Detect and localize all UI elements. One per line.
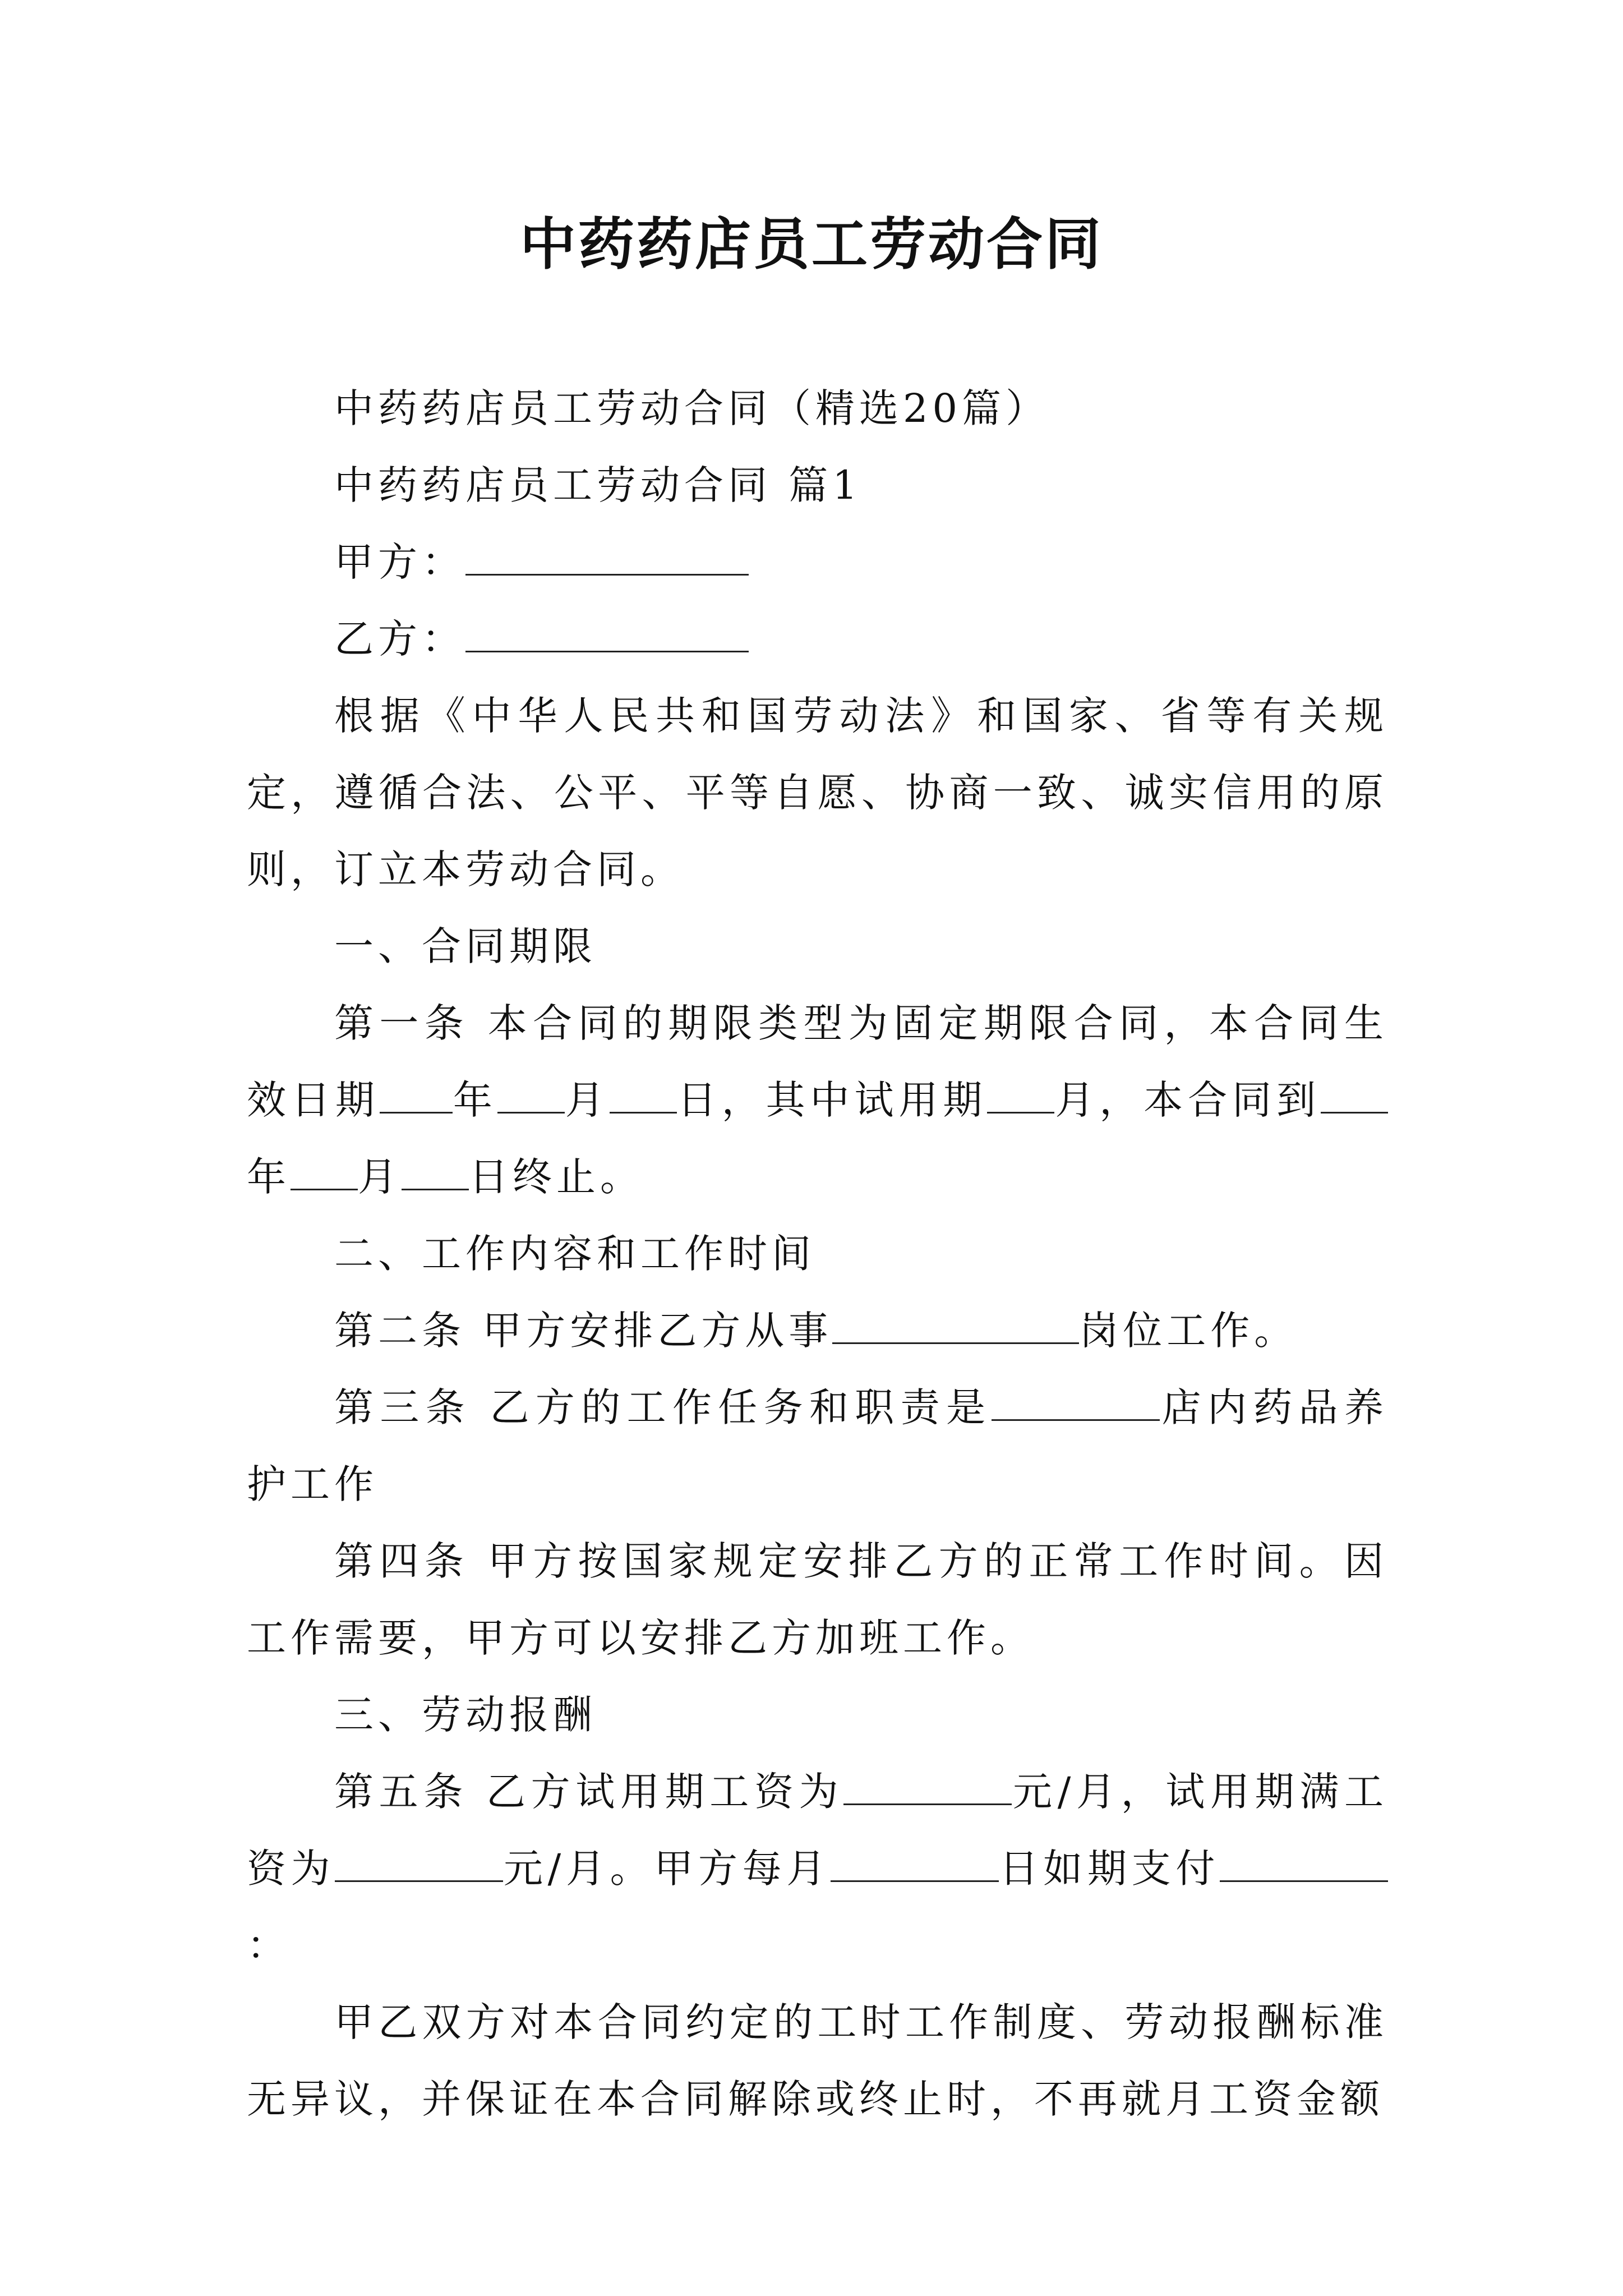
intro-paragraph: 根据《中华人民共和国劳动法》和国家、省等有关规定，遵循合法、公平、平等自愿、协商一致、诚实信用的原则，订立本劳动合同。 [247, 693, 1388, 892]
article-1-text: 日，其中试用期 [676, 1077, 988, 1123]
party-a-blank[interactable] [465, 541, 749, 576]
article-2-paragraph [247, 1292, 1388, 1369]
article-3-paragraph [247, 1369, 1388, 1523]
article-1-text: 月 [564, 1077, 610, 1123]
party-b-label: 乙方： [334, 616, 465, 662]
party-b-blank[interactable] [465, 618, 749, 652]
agreement-paragraph: 甲乙双方对本合同约定的工时工作制度、劳动报酬标准无异议，并保证在本合同解除或终止时，不再就月工资金额 [247, 1999, 1388, 2122]
article-1-text: 月，本合同到 [1054, 1077, 1321, 1123]
article-4-paragraph: 第四条 甲方按国家规定安排乙方的正常工作时间。因工作需要，甲方可以安排乙方加班工作。 [247, 1538, 1388, 1661]
party-a-label: 甲方： [334, 539, 465, 585]
document-body [247, 370, 1388, 2138]
article-1-text: 日终止。 [469, 1154, 644, 1200]
pay-day-blank[interactable] [831, 1848, 999, 1882]
start-month-blank[interactable] [497, 1079, 565, 1114]
end-year-blank[interactable] [1321, 1079, 1388, 1114]
article-1-text: 年 [247, 1154, 291, 1200]
start-day-blank[interactable] [610, 1079, 677, 1114]
section-3-heading: 三、劳动报酬 [334, 1692, 597, 1738]
article-1-paragraph [247, 985, 1388, 1216]
start-year-blank[interactable] [380, 1079, 453, 1114]
article-2-text: 第二条 甲方安排乙方从事 [334, 1308, 833, 1354]
article-1-text: 月 [358, 1154, 402, 1200]
probation-month-blank[interactable] [987, 1079, 1054, 1114]
article-3-text: 第三条 乙方的工作任务和职责是 [334, 1384, 992, 1430]
article-1-text: 第一条 本合同的期限类型为固定期限合同，本合同生效日期 [247, 1000, 1388, 1123]
article-5-text: 第五条 乙方试用期工资为 [334, 1769, 844, 1815]
part-heading: 中药药店员工劳动合同 篇1 [334, 462, 862, 508]
section-2-heading: 二、工作内容和工作时间 [334, 1231, 815, 1277]
article-3-text: 店内药品养护工作 [247, 1384, 1388, 1507]
article-5-text: 元/月。甲方每月 [503, 1846, 831, 1892]
duties-blank[interactable] [992, 1387, 1160, 1421]
article-5-text: 日如期支付 [998, 1846, 1220, 1892]
regular-wage-blank[interactable] [335, 1848, 503, 1882]
article-5-text: 元/月，试用期满工资为 [247, 1769, 1388, 1892]
article-1-text: 年 [452, 1077, 497, 1123]
subtitle-paragraph: 中药药店员工劳动合同（精选20篇） [334, 385, 1050, 431]
end-day-blank[interactable] [402, 1156, 469, 1190]
section-1-heading: 一、合同期限 [334, 923, 597, 969]
article-5-text: ： [247, 1922, 291, 1968]
party-b-line [247, 601, 1388, 678]
party-a-line [247, 524, 1388, 601]
probation-wage-blank[interactable] [843, 1771, 1012, 1805]
document-title: 中药药店员工劳动合同 [520, 211, 1103, 277]
article-5-paragraph [247, 1754, 1388, 1984]
end-month-blank[interactable] [291, 1156, 358, 1190]
payment-blank[interactable] [1220, 1848, 1388, 1882]
article-2-text: 岗位工作。 [1079, 1308, 1298, 1354]
position-blank[interactable] [832, 1310, 1079, 1344]
